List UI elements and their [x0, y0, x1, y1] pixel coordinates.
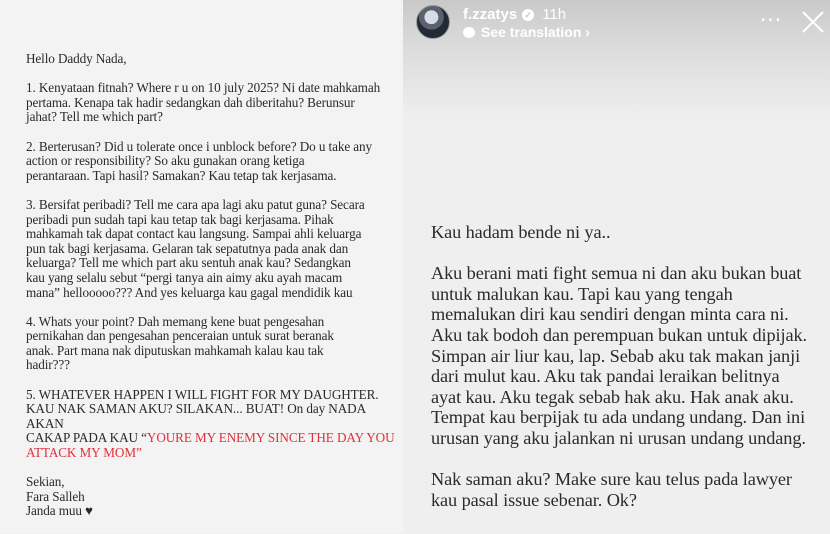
- story-line: memalukan diri kau sendiri dengan minta cara ni.: [431, 304, 789, 325]
- close-icon[interactable]: [801, 10, 825, 34]
- story-text: [431, 222, 807, 531]
- letter-text-segment: keluarga? Tell me which part aku sentuh anak kau? Sedangkan: [26, 255, 351, 271]
- letter-text-segment: 3. Bersifat peribadi? Tell me cara apa lagi aku patut guna? Secara: [26, 196, 365, 212]
- letter-line: [26, 154, 403, 169]
- letter-text-segment: 1. Kenyataan fitnah? Where r u on 10 july 2025? Ni date mahkamah: [26, 80, 381, 96]
- letter-paragraph: [26, 81, 403, 125]
- story-header: [403, 0, 830, 50]
- letter-paragraph: [26, 388, 403, 461]
- signature-line: Fara Salleh: [26, 488, 85, 504]
- story-line: urusan yang aku jalankan ni urusan undang undang.: [431, 427, 806, 448]
- letter-text-segment: peribadi pun sudah tapi kau tetap tak bagi kerjasama. Pihak: [26, 211, 334, 227]
- story-line: Nak saman aku? Make sure kau telus pada lawyer: [431, 469, 792, 490]
- letter-line: [26, 446, 403, 461]
- letter-text-segment: kau yang selalu sebut “pergi tanya ain aimy aku ayah macam: [26, 269, 343, 285]
- avatar[interactable]: [416, 5, 450, 39]
- letter-line: [26, 81, 403, 96]
- more-options-icon[interactable]: ···: [760, 8, 783, 32]
- story-panel: [403, 0, 830, 533]
- letter-line: [26, 242, 403, 257]
- username-row: [463, 6, 566, 23]
- letter-text-segment: pertama. Kenapa tak hadir sedangkan dah diberitahu? Berunsur: [26, 94, 355, 110]
- verified-badge-icon: ✓: [522, 9, 534, 21]
- letter-text-segment: perantaraan. Tapi hasil? Samakan? Kau tetap tak kerjasama.: [26, 167, 337, 183]
- letter-text-segment: jahat? Tell me which part?: [26, 109, 163, 125]
- highlighted-text: ATTACK MY MOM”: [26, 445, 142, 461]
- letter-line: [26, 52, 403, 67]
- letter-line: [26, 329, 403, 344]
- highlighted-text: YOURE MY ENEMY SINCE THE DAY YOU: [146, 430, 395, 446]
- letter-text-segment: hadir???: [26, 357, 70, 373]
- letter-text-segment: KAU NAK SAMAN AKU? SILAKAN... BUAT! On day NADA AKAN: [26, 401, 366, 431]
- story-line: dari mulut kau. Aku tak pandai leraikan belitnya: [431, 366, 780, 387]
- letter-signature: [26, 475, 403, 519]
- letter-text-segment: 4. Whats your point? Dah memang kene buat pengesahan: [26, 313, 325, 329]
- letter-text-segment: mahkamah tak dapat contact kau langsung. Sampai ahli keluarga: [26, 226, 362, 242]
- letter-line: [26, 198, 403, 213]
- letter-text-segment: CAKAP PADA KAU “: [26, 430, 147, 446]
- story-line: Aku tak bodoh dan perempuan bukan untuk dipijak.: [431, 324, 807, 345]
- letter-paragraph: [26, 52, 403, 67]
- letter-text: [26, 52, 403, 534]
- letter-line: [26, 388, 403, 403]
- see-translation-button[interactable]: [463, 24, 590, 40]
- letter-line: [26, 431, 403, 446]
- see-translation-label: See translation ›: [481, 24, 590, 40]
- story-line: ayat kau. Aku tegak sebab hak aku. Hak anak aku.: [431, 386, 794, 407]
- letter-text-segment: Hello Daddy Nada,: [26, 51, 127, 66]
- letter-text-segment: 5. WHATEVER HAPPEN I WILL FIGHT FOR MY DAUGHTER.: [26, 386, 379, 402]
- letter-line: [26, 402, 403, 431]
- story-line: Simpan air liur kau, lap. Sebab aku tak makan janji: [431, 345, 801, 366]
- letter-text-segment: mana” hellooooo??? And yes keluarga kau gagal mendidik kau: [26, 284, 353, 300]
- story-line: untuk malukan kau. Tapi kau yang tengah: [431, 283, 733, 304]
- story-paragraph: [431, 222, 807, 243]
- letter-line: [26, 344, 403, 359]
- letter-line: [26, 213, 403, 228]
- letter-paragraph: [26, 198, 403, 300]
- letter-text-segment: pun tak bagi kerjasama. Gelaran tak sepatutnya pada anak dan: [26, 240, 349, 256]
- post-time: 11h: [542, 6, 567, 23]
- letter-text-segment: action or responsibility? So aku gunakan orang ketiga: [26, 153, 305, 169]
- letter-line: [26, 271, 403, 286]
- signature-line: Janda muu ♥: [26, 503, 93, 519]
- letter-line: [26, 169, 403, 184]
- letter-line: [26, 315, 403, 330]
- letter-line: [26, 140, 403, 155]
- username-link[interactable]: f.zzatys: [463, 6, 518, 23]
- story-paragraph: [431, 469, 807, 510]
- story-paragraph: [431, 263, 807, 448]
- letter-line: [26, 96, 403, 111]
- story-line: kau pasal issue sebenar. Ok?: [431, 489, 637, 510]
- story-line: Aku berani mati fight semua ni dan aku bukan buat: [431, 263, 802, 284]
- signature-line: Sekian,: [26, 474, 65, 490]
- letter-text-segment: anak. Part mana nak diputuskan mahkamah kalau kau tak: [26, 342, 324, 358]
- translation-bubble-icon: [463, 27, 475, 38]
- letter-line: [26, 358, 403, 373]
- letter-line: [26, 256, 403, 271]
- story-line: Kau hadam bende ni ya..: [431, 222, 611, 242]
- story-line: Tempat kau berpijak tu ada undang undang. Dan ini: [431, 407, 806, 428]
- letter-line: [26, 227, 403, 242]
- letter-paragraph: [26, 140, 403, 184]
- letter-image-panel: [0, 0, 403, 533]
- letter-text-segment: pernikahan dan pengesahan penceraian untuk surat beranak: [26, 328, 334, 344]
- letter-text-segment: 2. Berterusan? Did u tolerate once i unblock before? Do u take any: [26, 138, 373, 154]
- letter-paragraph: [26, 315, 403, 373]
- letter-line: [26, 110, 403, 125]
- letter-line: [26, 286, 403, 301]
